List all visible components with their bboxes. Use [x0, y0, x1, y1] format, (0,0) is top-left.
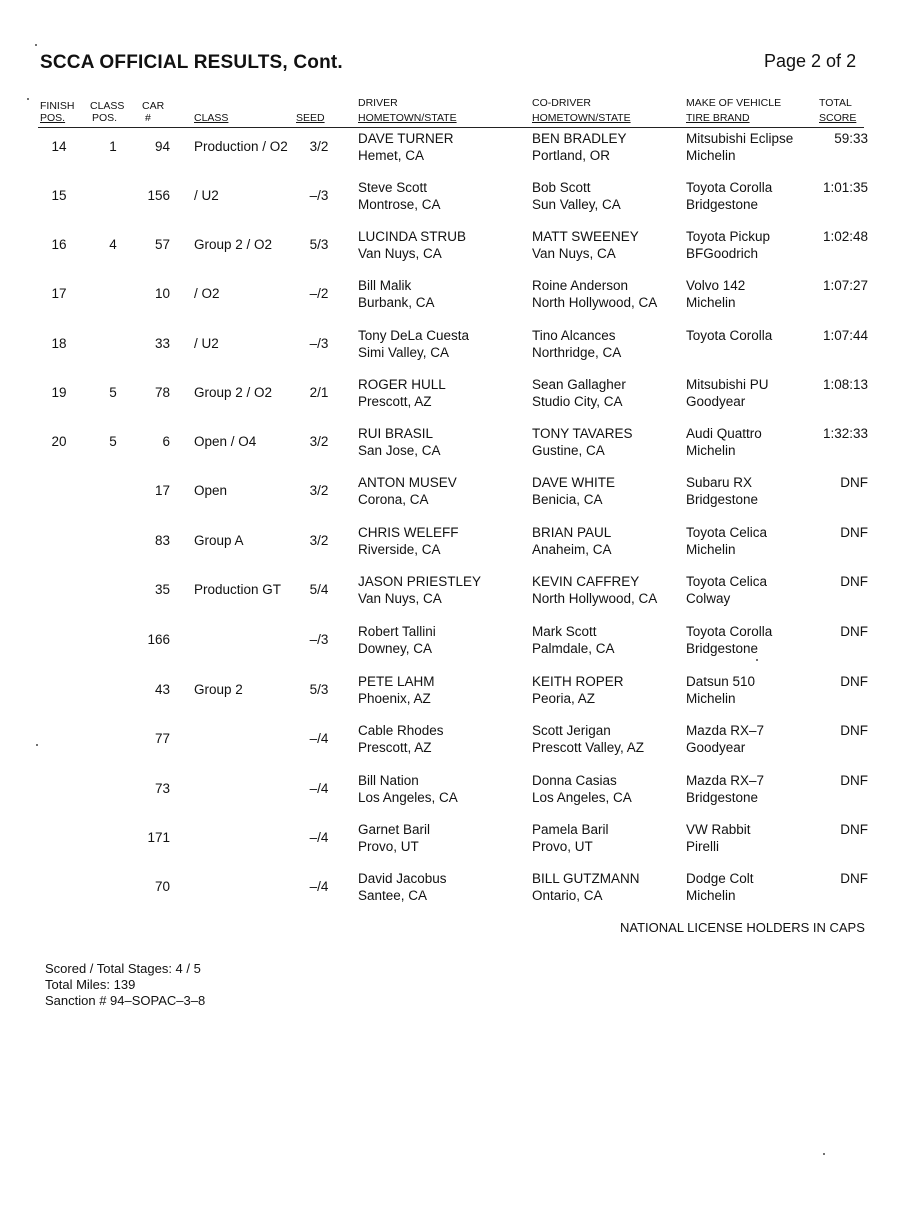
codriver-name-cell: [532, 772, 632, 806]
header-class-pos-line1: CLASS: [90, 100, 125, 112]
codriver-name-cell: [532, 277, 657, 311]
codriver-name-cell: [532, 673, 624, 707]
codriver-hometown: Provo, UT: [532, 839, 593, 854]
codriver-name-cell: [532, 524, 612, 558]
codriver-name: Pamela Baril: [532, 822, 609, 837]
driver-hometown: Simi Valley, CA: [358, 345, 450, 360]
codriver-name-cell: [532, 376, 626, 410]
total-score: DNF: [840, 674, 868, 689]
driver-hometown: Van Nuys, CA: [358, 246, 442, 261]
vehicle-make: VW Rabbit: [686, 822, 751, 837]
seed: –/3: [309, 336, 329, 351]
table-row: [0, 130, 900, 170]
tire-brand: Michelin: [686, 443, 736, 458]
class-pos: 1: [109, 139, 117, 154]
finish-pos: 14: [51, 139, 67, 154]
car-number: 35: [154, 582, 170, 597]
header-seed-label: SEED: [296, 112, 325, 124]
header-driver: [358, 97, 457, 124]
page-number: Page 2 of 2: [764, 51, 857, 71]
header-driver-line2: HOMETOWN/STATE: [358, 112, 457, 124]
codriver-name-cell: [532, 179, 621, 213]
codriver-name-cell: [532, 474, 615, 508]
driver-hometown: Downey, CA: [358, 641, 433, 656]
header-car-line2: #: [145, 112, 151, 124]
header-divider: [38, 127, 864, 128]
codriver-name-cell: [532, 228, 639, 262]
vehicle-make-cell: [686, 228, 770, 262]
driver-name-cell: [358, 327, 469, 361]
vehicle-make-cell: [686, 376, 769, 410]
total-score: DNF: [840, 624, 868, 639]
header-codriver-line1: CO-DRIVER: [532, 97, 591, 109]
vehicle-make: Audi Quattro: [686, 426, 762, 441]
total-score: DNF: [840, 574, 868, 589]
seed: –/4: [309, 879, 329, 894]
driver-name-cell: [358, 524, 459, 558]
seed: 5/3: [309, 682, 329, 697]
driver-name: JASON PRIESTLEY: [358, 574, 482, 589]
codriver-name: KEITH ROPER: [532, 674, 624, 689]
class-name: / U2: [194, 336, 219, 351]
codriver-name-cell: [532, 821, 609, 855]
vehicle-make-cell: [686, 425, 762, 459]
vehicle-make-cell: [686, 474, 758, 508]
driver-hometown: Phoenix, AZ: [358, 691, 431, 706]
driver-name: CHRIS WELEFF: [358, 525, 459, 540]
driver-name-cell: [358, 821, 430, 855]
header-vehicle: [686, 97, 781, 124]
seed: 5/3: [309, 237, 329, 252]
header-total-line2: SCORE: [819, 112, 857, 124]
car-number: 156: [147, 188, 170, 203]
codriver-name-cell: [532, 327, 621, 361]
codriver-name: DAVE WHITE: [532, 475, 616, 490]
driver-name-cell: [358, 228, 466, 262]
codriver-name: MATT SWEENEY: [532, 229, 639, 244]
header-class-pos: [90, 100, 124, 124]
codriver-hometown: Ontario, CA: [532, 888, 603, 903]
driver-name-cell: [358, 673, 435, 707]
finish-pos: 16: [51, 237, 67, 252]
driver-name: ANTON MUSEV: [358, 475, 457, 490]
codriver-hometown: Northridge, CA: [532, 345, 622, 360]
car-number: 166: [147, 632, 170, 647]
codriver-name: Sean Gallagher: [532, 377, 626, 392]
codriver-name: Tino Alcances: [532, 328, 616, 343]
driver-name-cell: [358, 573, 481, 607]
tire-brand: Bridgestone: [686, 790, 759, 805]
car-number: 6: [162, 434, 170, 449]
table-row: [0, 327, 900, 367]
header-vehicle-line2: TIRE BRAND: [686, 112, 750, 124]
tire-brand: Michelin: [686, 542, 736, 557]
driver-name-cell: [358, 870, 447, 904]
driver-name: PETE LAHM: [358, 674, 435, 689]
codriver-hometown: Prescott Valley, AZ: [532, 740, 645, 755]
finish-pos: 18: [51, 336, 67, 351]
car-number: 77: [154, 731, 170, 746]
seed: –/4: [309, 781, 329, 796]
codriver-name-cell: [532, 425, 633, 459]
driver-hometown: Van Nuys, CA: [358, 591, 442, 606]
codriver-name: Bob Scott: [532, 180, 591, 195]
header-codriver: [532, 97, 631, 124]
vehicle-make: Toyota Celica: [686, 574, 768, 589]
tire-brand: Colway: [686, 591, 731, 606]
header-car-number: [142, 100, 164, 124]
table-row: [0, 524, 900, 564]
driver-name-cell: [358, 772, 458, 806]
driver-name: Tony DeLa Cuesta: [358, 328, 470, 343]
codriver-name: Roine Anderson: [532, 278, 629, 293]
total-score: DNF: [840, 475, 868, 490]
codriver-name: BILL GUTZMANN: [532, 871, 640, 886]
class-name: Group 2: [194, 682, 243, 697]
tire-brand: Bridgestone: [686, 641, 759, 656]
table-row: [0, 425, 900, 465]
codriver-name-cell: [532, 623, 615, 657]
seed: –/2: [309, 286, 329, 301]
codriver-hometown: North Hollywood, CA: [532, 591, 658, 606]
codriver-hometown: Benicia, CA: [532, 492, 603, 507]
header-driver-line1: DRIVER: [358, 97, 398, 109]
total-score: 1:02:48: [822, 229, 868, 244]
header-car-line1: CAR: [142, 100, 165, 112]
driver-hometown: Los Angeles, CA: [358, 790, 458, 805]
car-number: 17: [154, 483, 170, 498]
codriver-hometown: North Hollywood, CA: [532, 295, 658, 310]
driver-name-cell: [358, 722, 444, 756]
table-row: [0, 376, 900, 416]
driver-name-cell: [358, 277, 435, 311]
vehicle-make: Toyota Celica: [686, 525, 768, 540]
class-name: Production GT: [194, 582, 282, 597]
finish-pos: 17: [51, 286, 67, 301]
vehicle-make: Mazda RX–7: [686, 723, 765, 738]
tire-brand: Goodyear: [686, 740, 746, 755]
total-score: 59:33: [834, 131, 868, 146]
total-score: 1:01:35: [822, 180, 868, 195]
codriver-name: Scott Jerigan: [532, 723, 611, 738]
car-number: 78: [154, 385, 170, 400]
header-class-pos-line2: POS.: [92, 112, 118, 124]
seed: 3/2: [309, 533, 329, 548]
driver-name: Bill Nation: [358, 773, 419, 788]
tire-brand: Michelin: [686, 691, 736, 706]
header-vehicle-line1: MAKE OF VEHICLE: [686, 97, 782, 109]
seed: –/3: [309, 632, 329, 647]
car-number: 70: [154, 879, 170, 894]
header-class-label: CLASS: [194, 112, 229, 124]
codriver-hometown: Los Angeles, CA: [532, 790, 632, 805]
class-pos: 5: [109, 434, 117, 449]
total-score: 1:08:13: [822, 377, 868, 392]
driver-hometown: Riverside, CA: [358, 542, 441, 557]
car-number: 73: [154, 781, 170, 796]
class-name: / O2: [194, 286, 220, 301]
driver-name: DAVE TURNER: [358, 131, 454, 146]
vehicle-make: Volvo 142: [686, 278, 746, 293]
car-number: 171: [147, 830, 170, 845]
vehicle-make-cell: [686, 573, 767, 607]
codriver-name: KEVIN CAFFREY: [532, 574, 640, 589]
finish-pos: 19: [51, 385, 67, 400]
driver-hometown: Prescott, AZ: [358, 740, 432, 755]
total-score: 1:32:33: [822, 426, 868, 441]
vehicle-make: Datsun 510: [686, 674, 756, 689]
finish-pos: 15: [51, 188, 67, 203]
table-row: [0, 870, 900, 910]
vehicle-make: Mitsubishi Eclipse: [686, 131, 794, 146]
codriver-hometown: Portland, OR: [532, 148, 611, 163]
codriver-name: Donna Casias: [532, 773, 617, 788]
driver-name-cell: [358, 376, 446, 410]
car-number: 57: [154, 237, 170, 252]
driver-name-cell: [358, 425, 441, 459]
finish-pos: 20: [51, 434, 67, 449]
license-note: NATIONAL LICENSE HOLDERS IN CAPS: [620, 920, 865, 935]
header-total-line1: TOTAL: [819, 97, 852, 109]
table-row: [0, 722, 900, 762]
vehicle-make: Mazda RX–7: [686, 773, 765, 788]
codriver-name-cell: [532, 870, 640, 904]
driver-name: Robert Tallini: [358, 624, 436, 639]
scan-speck: [823, 1153, 825, 1155]
table-row: [0, 474, 900, 514]
driver-hometown: Montrose, CA: [358, 197, 441, 212]
class-name: / U2: [194, 188, 219, 203]
tire-brand: Michelin: [686, 148, 736, 163]
seed: –/4: [309, 830, 329, 845]
header-finish-pos: [40, 100, 74, 124]
class-pos: 5: [109, 385, 117, 400]
codriver-name: BRIAN PAUL: [532, 525, 612, 540]
vehicle-make: Mitsubishi PU: [686, 377, 769, 392]
table-row: [0, 821, 900, 861]
class-name: Open: [194, 483, 228, 498]
vehicle-make-cell: [686, 722, 764, 756]
codriver-hometown: Van Nuys, CA: [532, 246, 616, 261]
seed: 3/2: [309, 483, 329, 498]
tire-brand: BFGoodrich: [686, 246, 759, 261]
seed: 5/4: [309, 582, 329, 597]
driver-name: Garnet Baril: [358, 822, 431, 837]
vehicle-make-cell: [686, 277, 745, 311]
driver-name: David Jacobus: [358, 871, 447, 886]
driver-name-cell: [358, 623, 436, 657]
total-score: DNF: [840, 871, 868, 886]
header-codriver-line2: HOMETOWN/STATE: [532, 112, 631, 124]
total-score: 1:07:44: [822, 328, 868, 343]
tire-brand: Bridgestone: [686, 197, 759, 212]
sanction-line: Sanction # 94–SOPAC–3–8: [45, 993, 206, 1008]
driver-name-cell: [358, 179, 441, 213]
driver-hometown: Provo, UT: [358, 839, 419, 854]
vehicle-make-cell: [686, 524, 767, 558]
driver-hometown: Hemet, CA: [358, 148, 425, 163]
stages-line: Scored / Total Stages: 4 / 5: [45, 961, 201, 976]
seed: 3/2: [309, 139, 329, 154]
driver-name: Steve Scott: [358, 180, 428, 195]
scan-speck: [35, 44, 37, 46]
tire-brand: Pirelli: [686, 839, 720, 854]
table-row: [0, 179, 900, 219]
car-number: 94: [154, 139, 170, 154]
class-name: Group 2 / O2: [194, 385, 273, 400]
codriver-name: TONY TAVARES: [532, 426, 633, 441]
vehicle-make-cell: [686, 673, 755, 707]
driver-name: RUI BRASIL: [358, 426, 434, 441]
class-pos: 4: [109, 237, 117, 252]
car-number: 33: [154, 336, 170, 351]
tire-brand: Goodyear: [686, 394, 746, 409]
codriver-name-cell: [532, 722, 644, 756]
table-row: [0, 228, 900, 268]
class-name: Group 2 / O2: [194, 237, 273, 252]
vehicle-make: Toyota Corolla: [686, 624, 773, 639]
vehicle-make-cell: [686, 772, 764, 806]
table-row: [0, 573, 900, 613]
scan-speck: [27, 98, 29, 100]
class-name: Group A: [194, 533, 244, 548]
vehicle-make: Subaru RX: [686, 475, 753, 490]
seed: 3/2: [309, 434, 329, 449]
header-total-score: [819, 97, 856, 124]
total-score: 1:07:27: [822, 278, 868, 293]
table-row: [0, 623, 900, 663]
seed: 2/1: [309, 385, 329, 400]
total-score: DNF: [840, 773, 868, 788]
tire-brand: Michelin: [686, 295, 736, 310]
scan-speck: [36, 744, 38, 746]
driver-hometown: San Jose, CA: [358, 443, 441, 458]
vehicle-make-cell: [686, 870, 754, 904]
vehicle-make-cell: [686, 327, 772, 344]
vehicle-make-cell: [686, 821, 751, 855]
vehicle-make-cell: [686, 179, 772, 213]
class-name: Production / O2: [194, 139, 288, 154]
codriver-hometown: Palmdale, CA: [532, 641, 615, 656]
page-title: SCCA OFFICIAL RESULTS, Cont.: [40, 52, 343, 73]
event-summary: [45, 961, 205, 1009]
tire-brand: Bridgestone: [686, 492, 759, 507]
table-row: [0, 772, 900, 812]
codriver-name: BEN BRADLEY: [532, 131, 627, 146]
driver-name: ROGER HULL: [358, 377, 446, 392]
driver-hometown: Santee, CA: [358, 888, 428, 903]
codriver-name-cell: [532, 130, 627, 164]
driver-hometown: Prescott, AZ: [358, 394, 432, 409]
car-number: 10: [154, 286, 170, 301]
total-score: DNF: [840, 822, 868, 837]
codriver-hometown: Studio City, CA: [532, 394, 623, 409]
codriver-name: Mark Scott: [532, 624, 597, 639]
vehicle-make: Toyota Pickup: [686, 229, 771, 244]
table-row: [0, 673, 900, 713]
vehicle-make-cell: [686, 623, 772, 657]
driver-name-cell: [358, 474, 457, 508]
codriver-hometown: Sun Valley, CA: [532, 197, 621, 212]
driver-hometown: Corona, CA: [358, 492, 429, 507]
class-name: Open / O4: [194, 434, 257, 449]
table-row: [0, 277, 900, 317]
seed: –/3: [309, 188, 329, 203]
total-score: DNF: [840, 723, 868, 738]
total-score: DNF: [840, 525, 868, 540]
codriver-hometown: Peoria, AZ: [532, 691, 596, 706]
codriver-hometown: Anaheim, CA: [532, 542, 612, 557]
header-finish-line2: POS.: [40, 112, 66, 124]
car-number: 83: [154, 533, 170, 548]
header-seed: [296, 112, 325, 124]
vehicle-make: Toyota Corolla: [686, 180, 773, 195]
codriver-hometown: Gustine, CA: [532, 443, 605, 458]
miles-line: Total Miles: 139: [45, 977, 136, 992]
car-number: 43: [154, 682, 170, 697]
tire-brand: Michelin: [686, 888, 736, 903]
vehicle-make-cell: [686, 130, 793, 164]
scan-speck: [756, 659, 758, 661]
header-class: [194, 112, 228, 124]
driver-name: Cable Rhodes: [358, 723, 444, 738]
driver-name-cell: [358, 130, 454, 164]
seed: –/4: [309, 731, 329, 746]
driver-name: Bill Malik: [358, 278, 412, 293]
header-finish-line1: FINISH: [40, 100, 75, 112]
codriver-name-cell: [532, 573, 657, 607]
vehicle-make: Dodge Colt: [686, 871, 754, 886]
vehicle-make: Toyota Corolla: [686, 328, 773, 343]
driver-hometown: Burbank, CA: [358, 295, 435, 310]
driver-name: LUCINDA STRUB: [358, 229, 467, 244]
